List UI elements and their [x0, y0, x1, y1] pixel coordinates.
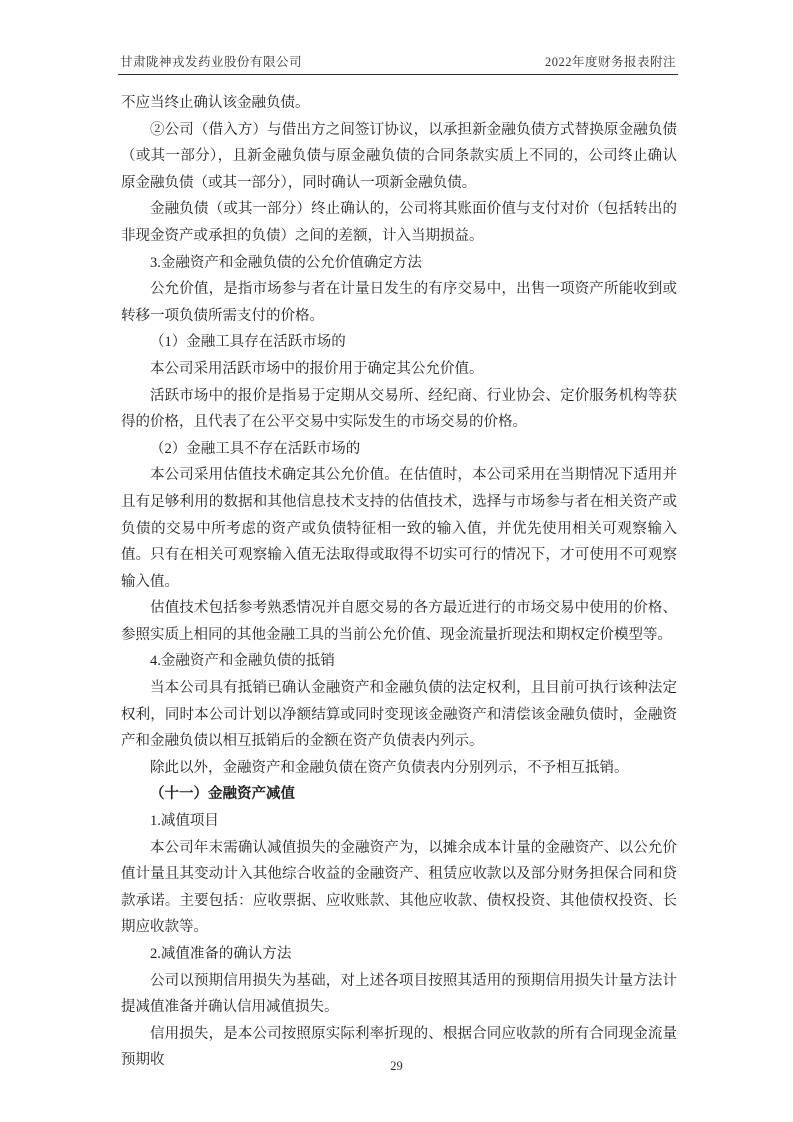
- paragraph: 金融负债（或其一部分）终止确认的，公司将其账面价值与支付对价（包括转出的非现金资产或承担的负债）之间的差额，计入当期损益。: [121, 201, 677, 244]
- header-company-name: 甘肃陇神戎发药业股份有限公司: [120, 55, 303, 69]
- paragraph: 公司以预期信用损失为基础，对上述各项目按照其适用的预期信用损失计量方法计提减值准备并确认信用减值损失。: [121, 972, 677, 1016]
- paragraph: （1）金融工具存在活跃市场的: [150, 334, 346, 351]
- header-divider: [118, 74, 678, 75]
- paragraph: 2.减值准备的确认方法: [150, 946, 292, 962]
- paragraph: 当本公司具有抵销已确认金融资产和金融负债的法定权利，且目前可执行该种法定权利，同时本公司计划以净额结算或同时变现该金融资产和清偿该金融负债时，金融资产和金融负债以相互抵销后的金额在资产负债表内列示。: [121, 680, 677, 750]
- page-header: [120, 52, 676, 70]
- paragraph: 4.金融资产和金融负债的抵销: [150, 653, 335, 670]
- paragraph: 公允价值，是指市场参与者在计量日发生的有序交易中，出售一项资产所能收到或转移一项负债所需支付的价格。: [121, 281, 677, 324]
- paragraph: （2）金融工具不存在活跃市场的: [150, 440, 361, 457]
- paragraph: 信用损失，是本公司按照原实际利率折现的、根据合同应收款的所有合同现金流量预期收: [121, 1025, 677, 1069]
- paragraph: 3.金融资产和金融负债的公允价值确定方法: [150, 254, 422, 271]
- page-number: 29: [390, 1059, 403, 1073]
- paragraph: 除此以外，金融资产和金融负债在资产负债表内分别列示，不予相互抵销。: [150, 759, 629, 776]
- document-body: [121, 90, 677, 1074]
- header-report-title: 2022年度财务报表附注: [544, 55, 676, 69]
- paragraph: 本公司年末需确认减值损失的金融资产为，以摊余成本计量的金融资产、以公允价值计量且其变动计入其他综合收益的金融资产、租赁应收款以及部分财务担保合同和贷款承诺。主要包括：应收票据、应收账款、其他应收款、债权投资、其他债权投资、长期应收款等。: [121, 839, 677, 936]
- paragraph: 本公司采用估值技术确定其公允价值。在估值时，本公司采用在当期情况下适用并且有足够利用的数据和其他信息技术支持的估值技术，选择与市场参与者在相关资产或负债的交易中所考虑的资产或负债特征相一致的输入值，并优先使用相关可观察输入值。只有在相关可观察输入值无法取得或取得不切实可行的情况下，才可使用不可观察输入值。: [121, 467, 677, 590]
- paragraph: 估值技术包括参考熟悉情况并自愿交易的各方最近进行的市场交易中使用的价格、参照实质上相同的其他金融工具的当前公允价值、现金流量折现法和期权定价模型等。: [121, 600, 677, 643]
- paragraph: ②公司（借入方）与借出方之间签订协议，以承担新金融负债方式替换原金融负债（或其一部分），且新金融负债与原金融负债的合同条款实质上不同的，公司终止确认原金融负债（或其一部分），同时确认一项新金融负债。: [121, 121, 677, 191]
- section-heading: （十一）金融资产减值: [150, 786, 295, 803]
- paragraph: 活跃市场中的报价是指易于定期从交易所、经纪商、行业协会、定价服务机构等获得的价格，且代表了在公平交易中实际发生的市场交易的价格。: [121, 387, 677, 431]
- paragraph: 1.减值项目: [150, 813, 219, 830]
- paragraph: 不应当终止确认该金融负债。: [121, 95, 310, 111]
- page-footer: [0, 1059, 793, 1074]
- paragraph: 本公司采用活跃市场中的报价用于确定其公允价值。: [150, 360, 484, 377]
